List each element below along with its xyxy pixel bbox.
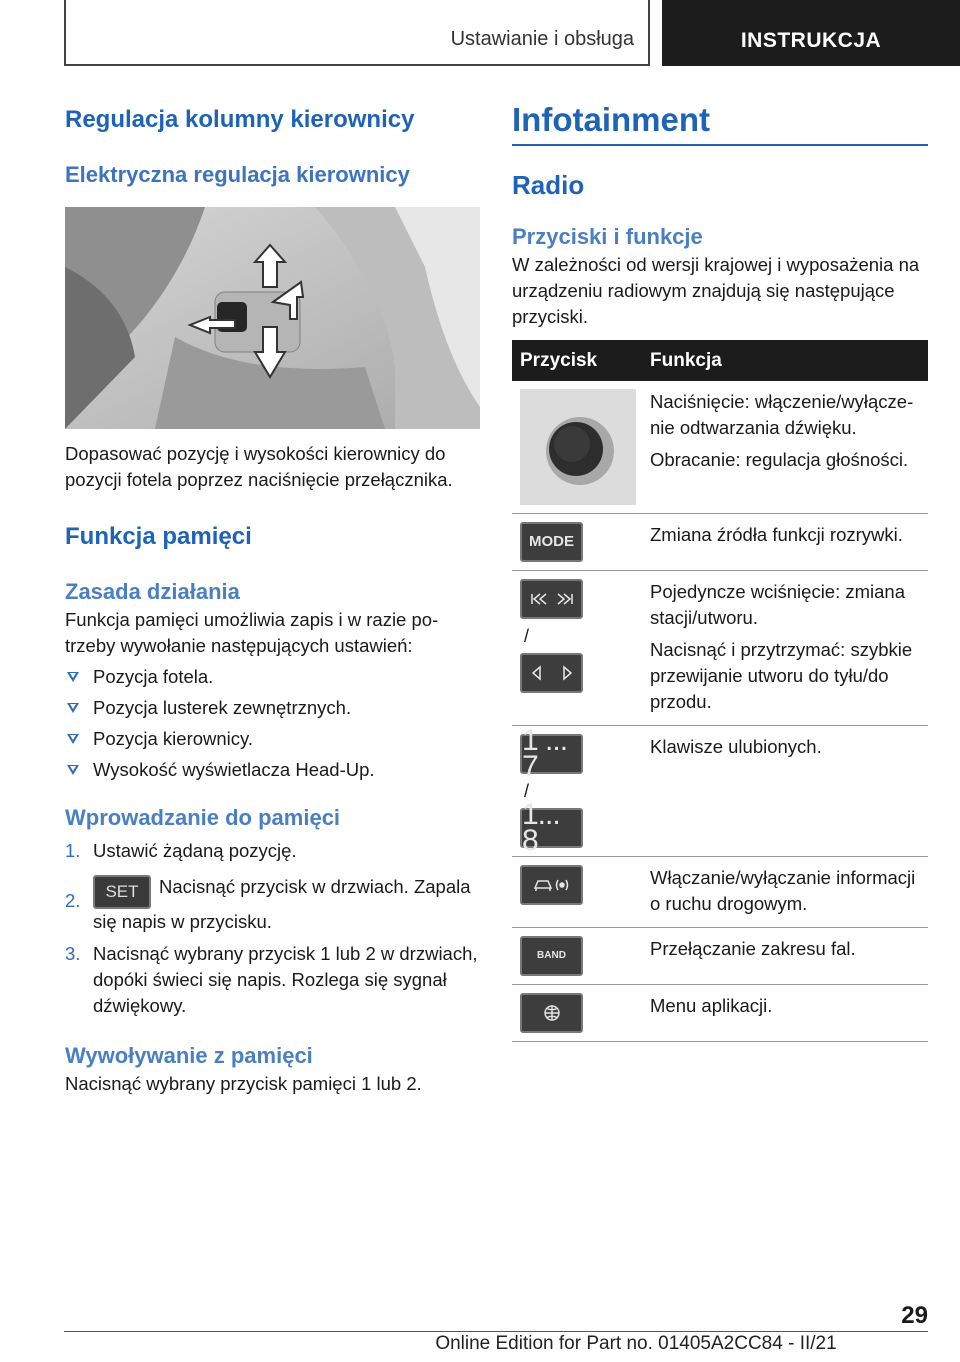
subtitle-recall: Wywoływanie z pamięci (65, 1042, 313, 1068)
principle-text: Funkcja pamięci umożliwia zapis i w razie potrzeby wywołanie następujących ustawień: (65, 609, 439, 657)
section-title-memory: Funkcja pamięci (65, 523, 252, 551)
list-item: 2. SET Nacisnąć przycisk w drzwiach. Zapala się napis w przycisku. (65, 875, 471, 932)
triangle-bullet-icon (67, 734, 79, 744)
right-column (512, 100, 928, 1042)
seek-arrows-button-icon (520, 653, 583, 693)
track-skip-button-icon (520, 579, 583, 619)
table-row: Włączanie/wyłączanie informacji o ruchu drogowym. (512, 857, 928, 928)
list-item: Wysokość wyświetlacza Head-Up. (65, 757, 480, 783)
band-button-icon: BAND (520, 936, 583, 976)
store-steps-list (65, 838, 480, 1019)
list-item: 3. Nacisnąć wybrany przycisk 1 lub 2 w drzwiach, dopóki świeci się napis. Rozlega się sygnał dźwiękowy. (65, 942, 478, 1016)
volume-knob-icon (520, 389, 636, 505)
table-header-row (512, 340, 928, 381)
list-item: Pozycja kierownicy. (65, 726, 480, 752)
section-title-infotainment: Infotainment (512, 101, 710, 138)
column-header-button: Przycisk (512, 340, 640, 381)
triangle-bullet-icon (67, 765, 79, 775)
header-frame (64, 0, 650, 66)
triangle-bullet-icon (67, 703, 79, 713)
subtitle-store: Wprowadzanie do pamięci (65, 805, 341, 831)
traffic-info-button-icon (520, 865, 583, 905)
favorites-1-7-button-icon: 1 ... 7 (520, 734, 583, 774)
footer-edition: Online Edition for Part no. 01405A2CC84 - II/21 (435, 1333, 837, 1354)
section-title-steering: Regulacja kolumny kierownicy (65, 106, 415, 133)
set-button-icon: SET (93, 875, 151, 909)
page-number: 29 (901, 1302, 928, 1329)
recall-text: Nacisnąć wybrany przycisk pamięci 1 lub 2. (65, 1073, 422, 1095)
subtitle-buttons: Przyciski i funkcje (512, 223, 703, 249)
table-row: BAND Przełączanie zakresu fal. (512, 928, 928, 985)
steering-adjust-photo (65, 207, 480, 429)
title-underline (512, 144, 928, 146)
table-row: 1 ... 7 / 1... 8 Klawisze ulubionych. (512, 726, 928, 857)
favorites-1-8-button-icon: 1... 8 (520, 808, 583, 848)
table-row: Menu aplikacji. (512, 985, 928, 1042)
table-row: Naciśnięcie: włączenie/wyłączenie odtwarzania dźwięku. Obracanie: regulacja głośności. (512, 381, 928, 514)
header-section-title: Ustawianie i obsługa (450, 28, 634, 50)
subtitle-principle: Zasada działania (65, 578, 240, 604)
header-tab[interactable]: INSTRUKCJA (662, 0, 960, 66)
list-item: Pozycja lusterek zewnętrznych. (65, 695, 480, 721)
list-item: Pozycja fotela. (65, 664, 480, 690)
table-row: / Pojedyncze wciśnięcie: zmiana stacji/utworu. Nacisnąć i przytrzymać: szybkie przewijanie utworu do tyłu/do przodu. (512, 571, 928, 726)
list-item: 1. Ustawić żądaną pozycję. (65, 839, 297, 861)
column-header-function: Funkcja (640, 340, 928, 381)
footer-divider (64, 1331, 928, 1332)
left-column (65, 100, 480, 1097)
subtitle-radio: Radio (512, 169, 585, 200)
mode-button-icon: MODE (520, 522, 583, 562)
subtitle-electric-adjust: Elektryczna regulacja kierownicy (65, 161, 410, 187)
memory-settings-list (65, 664, 480, 783)
table-row: MODE Zmiana źródła funkcji rozrywki. (512, 514, 928, 571)
radio-intro: W zależności od wersji krajowej i wyposażenia na urządzeniu radiowym znajdują się następujące przyciski. (512, 254, 920, 328)
triangle-bullet-icon (67, 672, 79, 682)
radio-buttons-table (512, 340, 928, 1042)
photo-caption: Dopasować pozycję i wysokości kierownicy do pozycji fotela poprzez naciśnięcie przełącznika. (65, 443, 453, 491)
apps-menu-button-icon (520, 993, 583, 1033)
